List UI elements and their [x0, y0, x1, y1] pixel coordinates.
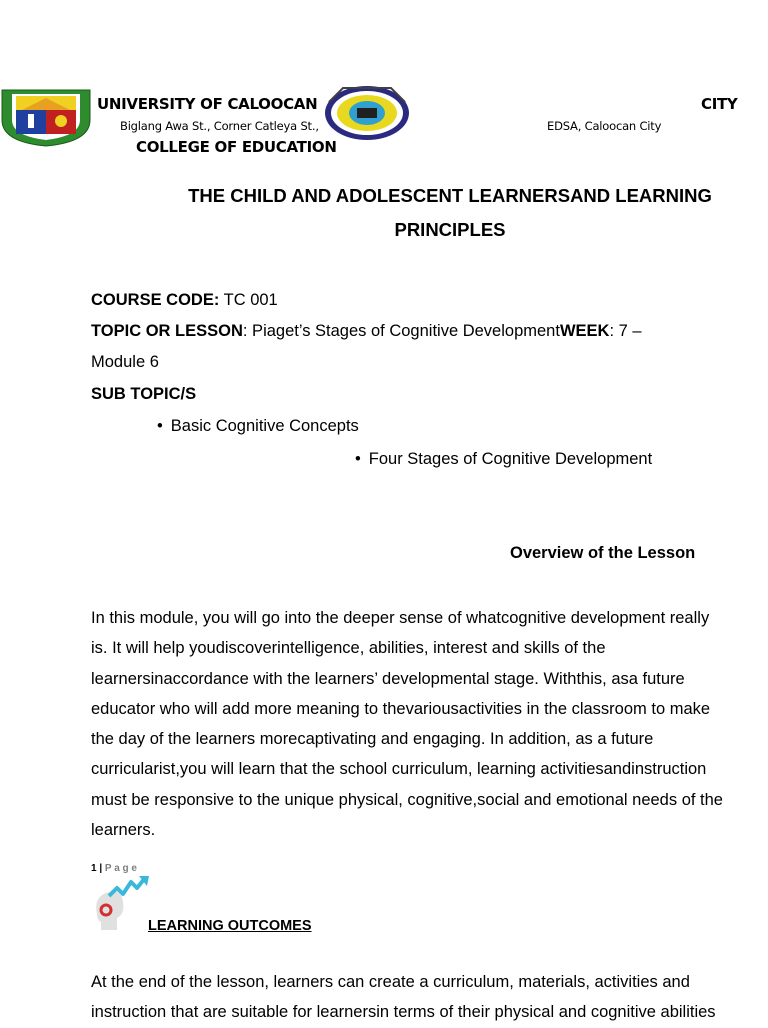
course-code-value: TC 001 [219, 291, 278, 309]
paragraph-line: must be responsive to the unique physical, cognitive,social and emotional needs of the [91, 790, 723, 809]
address-left: Biglang Awa St., Corner Catleya St., [120, 119, 319, 133]
address-right: EDSA, Caloocan City [547, 119, 662, 133]
document-title-line1: THE CHILD AND ADOLESCENT LEARNERSAND LEARNING [188, 185, 712, 206]
paragraph-line: learners. [91, 821, 156, 840]
paragraph-line: At the end of the lesson, learners can create a curriculum, materials, activities and [91, 973, 690, 991]
course-code [91, 291, 278, 310]
learning-outcomes-heading: LEARNING OUTCOMES [148, 918, 312, 934]
course-code-label: COURSE CODE: [91, 291, 220, 309]
week-label: WEEK [559, 322, 610, 340]
module-line: Module 6 [91, 353, 159, 371]
paragraph-line: the day of the learners morecaptivating and engaging. In addition, as a future [91, 730, 654, 749]
paragraph-line: is. It will help youdiscoverintelligence, abilities, interest and skills of the [91, 639, 606, 658]
page-separator: | [96, 863, 105, 874]
week-value: : 7 – [609, 322, 642, 340]
page-word: P a g e [104, 863, 137, 874]
college-name: COLLEGE OF EDUCATION [136, 138, 337, 156]
outcomes-paragraph [91, 967, 767, 1028]
university-name: UNIVERSITY OF CALOOCAN [97, 95, 318, 113]
college-seal-logo [323, 84, 411, 142]
subtopic-item: • Four Stages of Cognitive Development [355, 450, 652, 469]
paragraph-line: educator who will add more meaning to thevariousactivities in the classroom to make [91, 699, 711, 718]
overview-paragraph [91, 603, 767, 845]
topic-label: TOPIC OR LESSON [91, 322, 243, 340]
header-city: CITY [701, 95, 738, 113]
overview-heading: Overview of the Lesson [510, 544, 696, 562]
subtopic-item: • Basic Cognitive Concepts [157, 417, 359, 436]
topic-line [91, 322, 642, 341]
paragraph-line: In this module, you will go into the deeper sense of whatcognitive development really [91, 609, 710, 627]
paragraph-line: instruction that are suitable for learnersin terms of their physical and cognitive abilities [91, 1003, 716, 1022]
page-number: 1 [91, 863, 97, 874]
university-logo [0, 86, 92, 148]
paragraph-line: learnersinaccordance with the learners’ developmental stage. Withthis, asa future [91, 669, 685, 688]
paragraph-line: curricularist,you will learn that the school curriculum, learning activitiesandinstruction [91, 760, 707, 779]
learning-growth-icon [93, 874, 151, 932]
document-title-line2: PRINCIPLES [394, 219, 506, 240]
topic-value: : Piaget’s Stages of Cognitive Development [242, 322, 560, 340]
subtopics-label: SUB TOPIC/S [91, 385, 197, 403]
page-number-footer [91, 863, 137, 874]
